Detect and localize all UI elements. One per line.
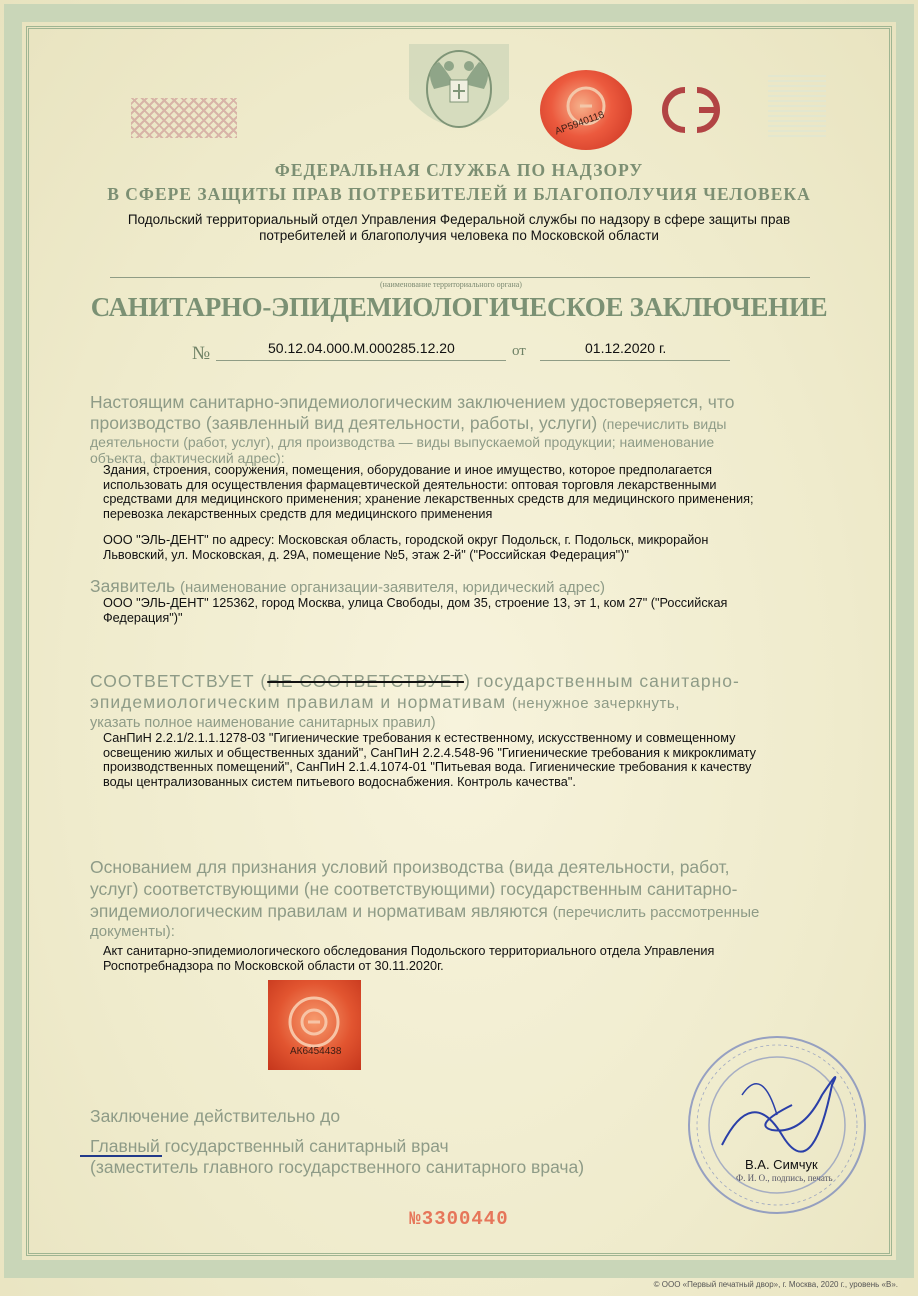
coat-of-arms-emblem: [404, 44, 514, 144]
complies-close-paren: ): [463, 671, 471, 691]
agency-line-2: В СФЕРЕ ЗАЩИТЫ ПРАВ ПОТРЕБИТЕЛЕЙ И БЛАГОПОЛУЧИЯ ЧЕЛОВЕКА: [107, 184, 811, 204]
hologram-sticker-top: [540, 70, 632, 150]
rules-line: производственных помещений", СанПиН 2.1.4.1074-01 "Питьевая вода. Гигиенические требования к качеству: [103, 760, 752, 774]
basis-paragraph: [90, 856, 835, 940]
applicant-label: Заявитель: [90, 576, 176, 596]
hologram-top-code: АР5940118: [553, 109, 606, 138]
rules-line: воды централизованных систем питьевого водоснабжения. Контроль качества".: [103, 774, 576, 789]
document-title: САНИТАРНО-ЭПИДЕМИОЛОГИЧЕСКОЕ ЗАКЛЮЧЕНИЕ: [90, 292, 828, 322]
date-label: от: [512, 343, 526, 359]
certify-line-2: [90, 413, 830, 435]
valid-until-label: Заключение действительно до: [90, 1106, 341, 1126]
date-underline: [540, 360, 730, 361]
department-caption: (наименование территориального органа): [380, 280, 522, 289]
basis-line-3-main: эпидемиологическим правилам и нормативам являются: [90, 901, 548, 921]
basis-documents: [103, 944, 833, 973]
activity-line: использовать для осуществления фармацевтической деятельности: оптовая торговля лекарственными: [103, 477, 717, 492]
number-value: 50.12.04.000.М.000285.12.20: [268, 340, 455, 356]
form-series-number: №3300440: [409, 1208, 509, 1230]
hologram-sticker-bottom: [268, 980, 361, 1070]
guilloche-pattern: [131, 98, 237, 138]
certify-line-3: деятельности (работ, услуг), для производства — виды выпускаемой продукции; наименование: [90, 434, 715, 450]
struck-not-complies: НЕ СООТВЕТСТВУЕТ: [267, 671, 464, 691]
object-address: [103, 533, 833, 562]
compliance-line-1: [90, 671, 835, 692]
deputy-label: (заместитель главного государственного санитарного врача): [90, 1157, 585, 1177]
certify-line-1: Настоящим санитарно-эпидемиологическим заключением удостоверяется, что: [90, 392, 735, 412]
department-underline: [110, 277, 810, 278]
chief-doctor-label: Главный государственный санитарный врач: [90, 1136, 449, 1156]
complies-hint-1: (ненужное зачеркнуть,: [512, 695, 680, 712]
applicant-details: [103, 596, 833, 625]
applicant-heading: [90, 576, 830, 598]
basis-doc-line: Роспотребнадзора по Московской области от 30.11.2020г.: [103, 958, 444, 973]
complies-rest-1: государственным санитарно-: [476, 671, 740, 691]
basis-line-3: [90, 900, 835, 924]
complies-hint-2: указать полное наименование санитарных правил): [90, 715, 436, 731]
address-line: Львовский, ул. Московская, д. 29А, помещение №5, этаж 2-й" ("Российская Федерация")": [103, 547, 629, 562]
certify-line-2-main: производство (заявленный вид деятельности, работы, услуги): [90, 413, 598, 433]
rules-line: освещению жилых и общественных зданий", СанПиН 2.2.4.548-96 "Гигиенические требования к микроклимату: [103, 745, 756, 760]
complies-rest-2: эпидемиологическим правилам и нормативам: [90, 692, 507, 712]
complies-open-paren: (: [260, 671, 268, 691]
complies-word: СООТВЕТСТВУЕТ: [90, 671, 255, 691]
number-label: №: [192, 343, 211, 364]
basis-line: Основанием для признания условий производства (вида деятельности, работ,: [90, 857, 730, 877]
basis-line: услуг) соответствующими (не соответствующими) государственным санитарно-: [90, 879, 738, 899]
agency-line-1: ФЕДЕРАЛЬНАЯ СЛУЖБА ПО НАДЗОРУ: [274, 160, 644, 180]
official-round-stamp: [682, 1025, 872, 1225]
basis-doc-line: Акт санитарно-эпидемиологического обследования Подольского территориального отдела Управления: [103, 944, 715, 958]
applicant-line: ООО "ЭЛЬ-ДЕНТ" 125362, город Москва, улица Свободы, дом 35, строение 13, эт 1, ком 27" ("Российская: [103, 596, 728, 610]
certify-line-2-hint: (перечислить виды: [602, 416, 727, 432]
department-line-2: потребителей и благополучия человека по Московской области: [259, 228, 659, 243]
activity-line: перевозка лекарственных средств для медицинского применения: [103, 506, 493, 521]
certify-line-4: объекта, фактический адрес):: [90, 450, 285, 466]
activity-line: Здания, строения, сооружения, помещения, оборудование и иное имущество, которое предполагается: [103, 463, 712, 477]
applicant-line: Федерация")": [103, 610, 183, 625]
sanitary-rules: [103, 731, 833, 789]
rules-line: СанПиН 2.2.1/2.1.1.1278-03 "Гигиенические требования к естественному, искусственному и совмещенному: [103, 731, 736, 745]
hologram-bottom-code: АК6454438: [290, 1046, 342, 1057]
activity-line: средствами для медицинского применения; хранение лекарственных средств для медицинского применения;: [103, 492, 754, 506]
basis-hint-1: (перечислить рассмотренные: [552, 904, 760, 921]
printer-note: © ООО «Первый печатный двор», г. Москва, 2020 г., уровень «В».: [653, 1280, 898, 1289]
number-underline: [216, 360, 506, 361]
date-value: 01.12.2020 г.: [585, 340, 667, 356]
basis-hint-2: документы):: [90, 923, 175, 940]
signatory-name: В.А. Симчук: [745, 1157, 818, 1172]
se-logo-icon: [655, 82, 735, 138]
department-line-1: Подольский территориальный отдел Управления Федеральной службы по надзору в сфере защиты прав: [127, 212, 791, 227]
activity-description: [103, 463, 833, 521]
address-line: ООО "ЭЛЬ-ДЕНТ" по адресу: Московская область, городской округ Подольск, г. Подольск, микрорайон: [103, 533, 709, 547]
signature-caption: Ф. И. О., подпись, печать: [736, 1173, 833, 1183]
applicant-hint: (наименование организации-заявителя, юридический адрес): [180, 579, 605, 596]
security-pattern: [768, 75, 826, 137]
compliance-line-2: [90, 692, 835, 714]
